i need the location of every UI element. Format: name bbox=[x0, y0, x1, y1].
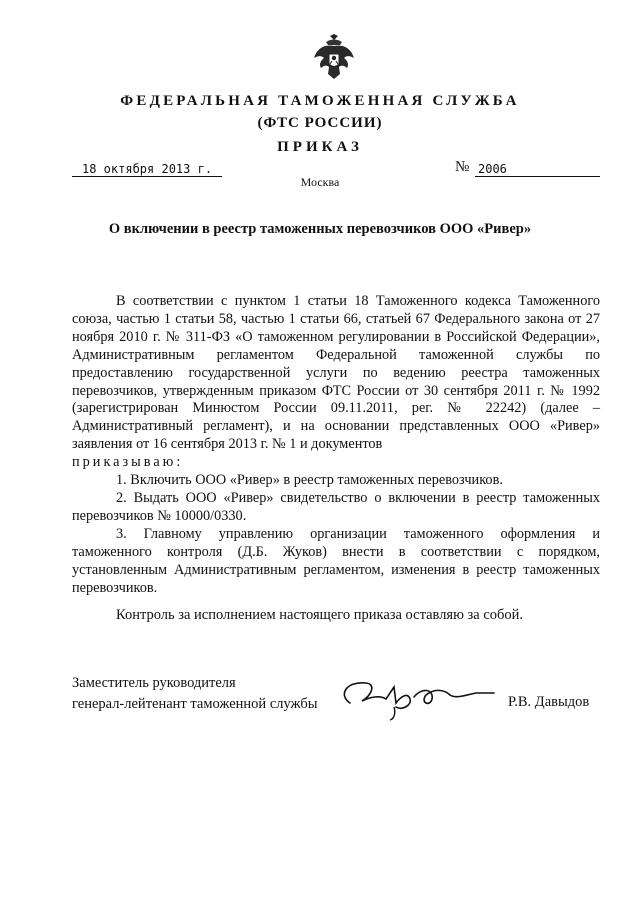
agency-name: ФЕДЕРАЛЬНАЯ ТАМОЖЕННАЯ СЛУЖБА bbox=[120, 93, 520, 109]
handwritten-signature bbox=[336, 673, 496, 721]
order-number-label: № bbox=[455, 159, 470, 175]
control-statement: Контроль за исполнением настоящего приказа оставляю за собой. bbox=[116, 607, 524, 623]
signatory-name: Р.В. Давыдов bbox=[508, 694, 590, 710]
order-item-2: 2. Выдать ООО «Ривер» свидетельство о включении в реестр таможенных перевозчиков № 10000/0330. bbox=[72, 489, 600, 524]
order-date: 18 октября 2013 г. bbox=[72, 162, 222, 177]
coat-of-arms-icon bbox=[313, 34, 355, 80]
signatory-title-line-2: генерал-лейтенант таможенной службы bbox=[72, 696, 318, 712]
preamble-paragraph: В соответствии с пунктом 1 статьи 18 Таможенного кодекса Таможенного союза, частью 1 статьи 58, частью 1 статьи 66, статьей 67 Федерального закона от 27 ноября 2010 г. № 311-ФЗ «О таможенном регулировании в Российской Федерации», Административным регламентом Федеральной таможенной службы по предоставлению государственной услуги по ведению реестра таможенных перевозчиков, утвержденным приказом ФТС России от 30 сентября 2011 г. № 1992 (зарегистрирован Минюстом России 09.11.2011, рег. № 22242) (далее – Административный регламент), и на основании представленных ООО «Ривер» заявления от 16 сентября 2013 г. № 1 и документов bbox=[72, 293, 600, 453]
order-number: 2006 bbox=[475, 162, 600, 177]
order-title: ПРИКАЗ bbox=[277, 139, 363, 155]
order-body bbox=[72, 293, 600, 597]
order-word: приказываю: bbox=[72, 454, 184, 471]
signatory-title-line-1: Заместитель руководителя bbox=[72, 675, 236, 691]
order-subject: О включении в реестр таможенных перевозчиков ООО «Ривер» bbox=[108, 221, 532, 237]
city: Москва bbox=[300, 175, 340, 189]
order-item-3: 3. Главному управлению организации таможенного оформления и таможенного контроля (Д.Б. Жуков) внести в соответствии с порядком, установленным Административным регламентом, изменения в реестр таможенных перевозчиков. bbox=[72, 525, 600, 596]
signatory-title bbox=[72, 673, 318, 715]
agency-short-name: (ФТС РОССИИ) bbox=[257, 115, 383, 131]
order-item-1: 1. Включить ООО «Ривер» в реестр таможенных перевозчиков. bbox=[116, 472, 503, 489]
